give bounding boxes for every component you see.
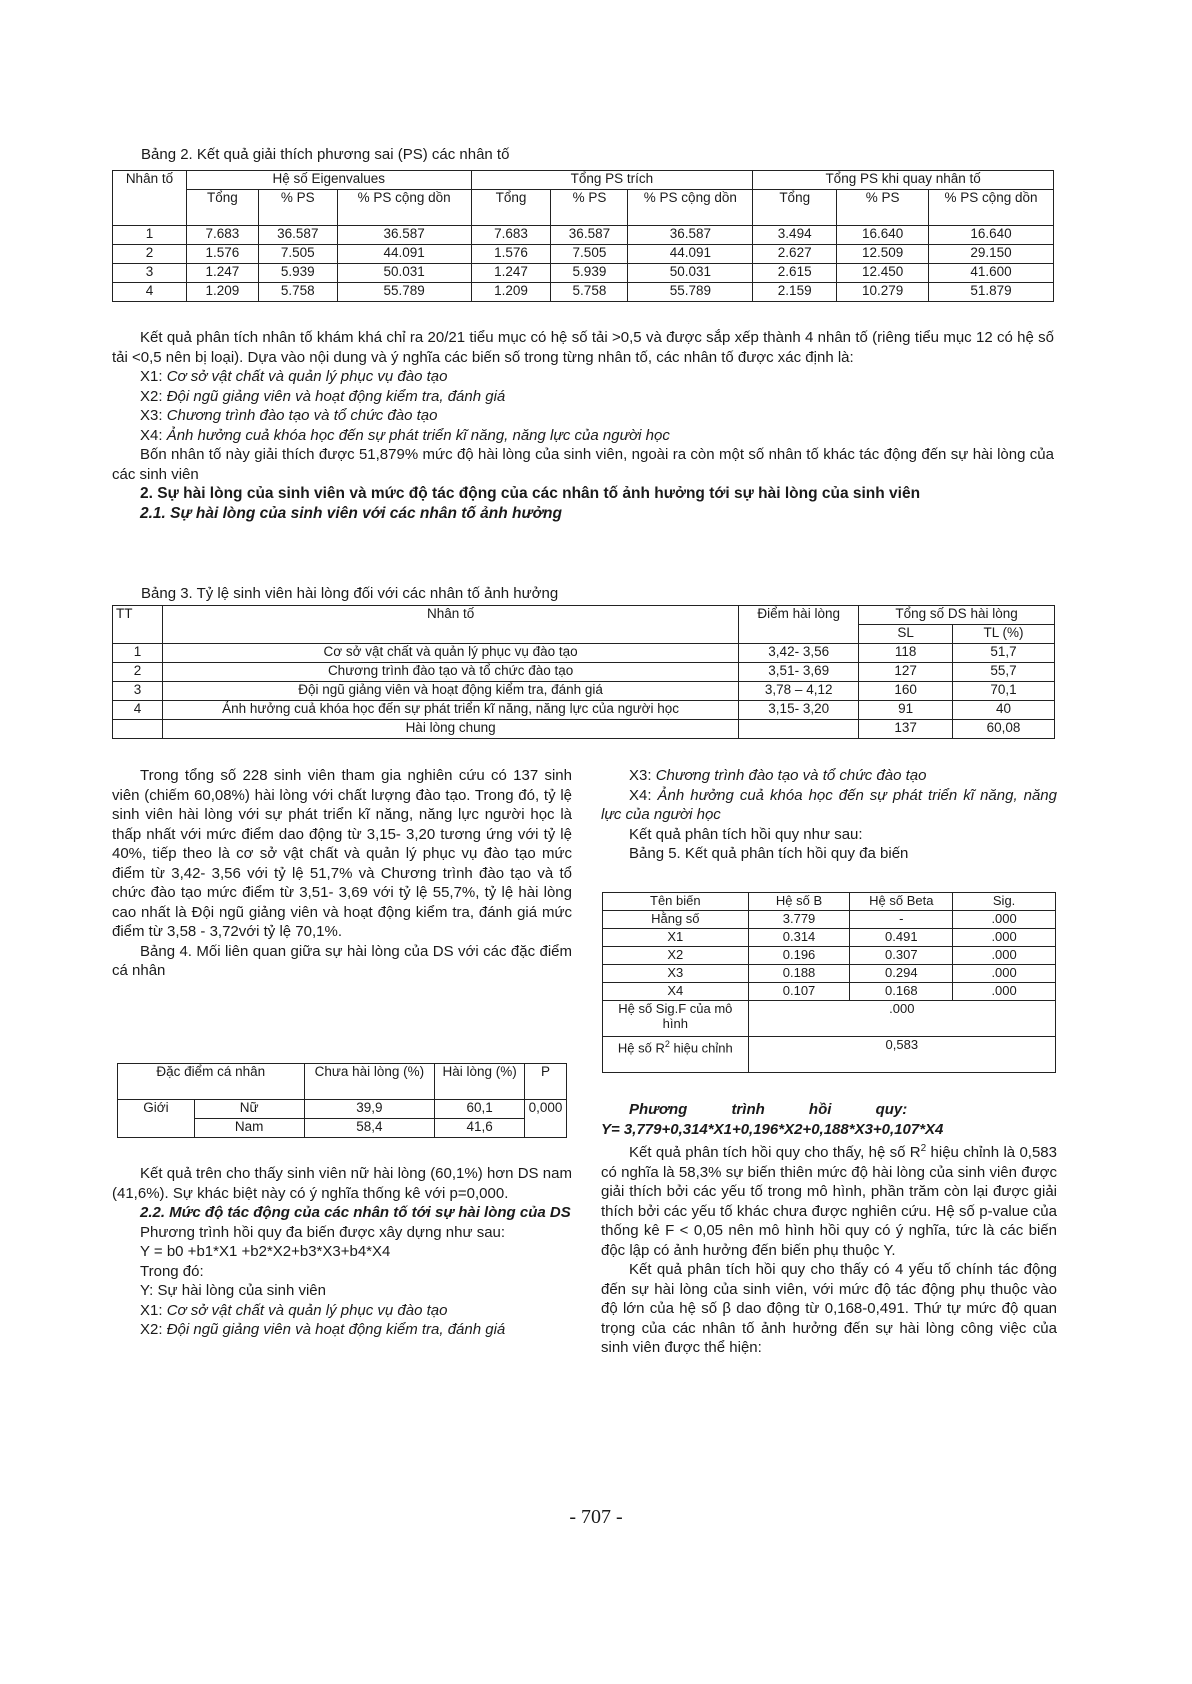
table-cell: Giới <box>118 1100 195 1138</box>
table-cell: 5.758 <box>258 283 337 302</box>
table2-header-eigen: Hệ số Eigenvalues <box>186 171 471 190</box>
table-row <box>118 1100 567 1119</box>
table2-caption: Bảng 2. Kết quả giải thích phương sai (PS) các nhân tố <box>141 146 510 163</box>
table-cell: 4 <box>113 701 163 720</box>
label: X3: <box>140 407 167 424</box>
table-cell: Chương trình đào tạo và tổ chức đào tạo <box>162 663 738 682</box>
table-cell: 50.031 <box>337 264 471 283</box>
table-cell: 41.600 <box>929 264 1054 283</box>
table-cell: 1.209 <box>471 283 551 302</box>
table-cell: 5.939 <box>551 264 628 283</box>
table-cell: 50.031 <box>628 264 753 283</box>
table-cell: 60,08 <box>953 720 1055 739</box>
text: Kết quả phân tích hồi quy cho thấy, hệ số R <box>629 1144 921 1161</box>
table2-subheader: % PS <box>258 190 337 226</box>
table-row <box>113 644 1055 663</box>
paragraph: Trong tổng số 228 sinh viên tham gia nghiên cứu có 137 sinh viên (chiếm 60,08%) hài lòng với chất lượng đào tạo. Trong đó, tỷ lệ sinh viên hài lòng với sự phát triển kĩ năng, năng lực người học là thấp nhất với mức điểm dao động từ 3,15- 3,20 tương ứng với tỷ lệ 40%, tiếp theo là cơ sở vật chất và quản lý phục vụ đào tạo mức điểm từ 3,42- 3,56 với tỷ lệ 51,7% và Chương trình đào tạo và tổ chức đào tạo mức điểm từ 3,51- 3,69 với tỷ lệ 55,7%, tỷ lệ hài lòng cao nhất là Đội ngũ giảng viên và hoạt động kiểm tra, đánh giá mức điểm từ 3,58 - 3,72với tỷ lệ 70,1%. <box>112 767 572 940</box>
table-cell: 1.247 <box>471 264 551 283</box>
table-cell: 1.576 <box>471 245 551 264</box>
table5-header-var: Tên biến <box>603 893 749 911</box>
table-cell: 3 <box>113 264 187 283</box>
label: X2: <box>140 387 167 405</box>
table-cell: 12.450 <box>837 264 929 283</box>
table-cell: 36.587 <box>337 226 471 245</box>
table-row-total <box>113 720 1055 739</box>
table-cell: X2 <box>603 947 749 965</box>
table2-subheader: % PS <box>837 190 929 226</box>
table5-header-sig: Sig. <box>953 893 1056 911</box>
label: X2: <box>140 1321 167 1338</box>
table-cell: 0.314 <box>748 929 850 947</box>
table-cell: 36.587 <box>551 226 628 245</box>
table-cell: 1.576 <box>186 245 258 264</box>
equation: Y = b0 +b1*X1 +b2*X2+b3*X3+b4*X4 <box>140 1243 391 1260</box>
table2-subheader: Tổng <box>753 190 837 226</box>
table-cell: 16.640 <box>837 226 929 245</box>
paragraph: Kết quả trên cho thấy sinh viên nữ hài lòng (60,1%) hơn DS nam (41,6%). Sự khác biệt này có ý nghĩa thống kê với p=0,000. <box>112 1165 572 1202</box>
table-cell: 0,000 <box>524 1100 566 1138</box>
table-cell: .000 <box>748 1001 1055 1037</box>
table-cell: 2.159 <box>753 283 837 302</box>
table3-header-factor: Nhân tố <box>162 606 738 644</box>
paragraph: Trong đó: <box>140 1262 204 1280</box>
regression-equation-label: Phương trình hồi quy: <box>629 1101 908 1118</box>
table-cell: - <box>850 911 953 929</box>
table-cell: 0.196 <box>748 947 850 965</box>
section-heading-2-2: 2.2. Mức độ tác động của các nhân tố tới sự hài lòng của DS <box>140 1204 571 1221</box>
table5-header-beta: Hệ số Beta <box>850 893 953 911</box>
table-cell: 127 <box>859 663 953 682</box>
table-row <box>603 911 1056 929</box>
table-cell: X4 <box>603 983 749 1001</box>
factor-text: Ảnh hưởng cuả khóa học đến sự phát triển kĩ năng, năng lực của người học <box>601 786 1057 823</box>
table-cell: 4 <box>113 283 187 302</box>
table-row <box>603 965 1056 983</box>
right-column-bottom <box>601 1100 1057 1358</box>
paragraph <box>601 1139 1057 1260</box>
table5-header-b: Hệ số B <box>748 893 850 911</box>
table2-subheader: % PS cộng dồn <box>628 190 753 226</box>
table-cell: 36.587 <box>628 226 753 245</box>
left-column-bottom <box>112 1164 572 1340</box>
table-row <box>113 264 1054 283</box>
table-cell: Nam <box>194 1119 304 1138</box>
table-cell: 3,51- 3,69 <box>739 663 859 682</box>
table-cell: 16.640 <box>929 226 1054 245</box>
table4-header-p: P <box>524 1064 566 1100</box>
table2 <box>112 170 1054 302</box>
table3-header-total: Tổng số DS hài lòng <box>859 606 1055 625</box>
table-cell: 0.188 <box>748 965 850 983</box>
table-cell: 51.879 <box>929 283 1054 302</box>
table-cell: 1.209 <box>186 283 258 302</box>
factor-text: Chương trình đào tạo và tổ chức đào tạo <box>655 767 927 784</box>
table2-subheader: % PS cộng dồn <box>929 190 1054 226</box>
table3 <box>112 605 1055 739</box>
table-cell: 3.494 <box>753 226 837 245</box>
table-cell: 70,1 <box>953 682 1055 701</box>
table-cell: 51,7 <box>953 644 1055 663</box>
table3-header-sl: SL <box>859 625 953 644</box>
table-cell: 7.683 <box>186 226 258 245</box>
table4-header-sat: Hài lòng (%) <box>435 1064 525 1100</box>
table-cell: 1 <box>113 226 187 245</box>
table-row <box>603 1037 1056 1073</box>
paragraph: Kết quả phân tích nhân tố khám khá chỉ ra 20/21 tiểu mục có hệ số tải >0,5 và được sắp xếp thành 4 nhân tố (riêng tiểu mục 12 có hệ số tải <0,5 nên bị loại). Dựa vào nội dung và ý nghĩa các biến số trong từng nhân tố, các nhân tố được xác định là: <box>112 329 1054 366</box>
factor-x2 <box>112 1320 572 1340</box>
table-row <box>603 1001 1056 1037</box>
table-cell: 118 <box>859 644 953 663</box>
table-cell: 2.627 <box>753 245 837 264</box>
table3-header-tl: TL (%) <box>953 625 1055 644</box>
table-cell: 3 <box>113 682 163 701</box>
table-cell: 7.683 <box>471 226 551 245</box>
table-cell: 55.789 <box>628 283 753 302</box>
table-cell: 91 <box>859 701 953 720</box>
table-cell: 3,78 – 4,12 <box>739 682 859 701</box>
table-row <box>603 947 1056 965</box>
table5-caption: Bảng 5. Kết quả phân tích hồi quy đa biến <box>629 845 909 862</box>
table-cell: 3,15- 3,20 <box>739 701 859 720</box>
table-cell: 2 <box>113 663 163 682</box>
table3-caption: Bảng 3. Tỷ lệ sinh viên hài lòng đối với các nhân tố ảnh hưởng <box>141 585 559 602</box>
table-row <box>113 245 1054 264</box>
table-cell: 55,7 <box>953 663 1055 682</box>
table5 <box>602 892 1056 1073</box>
table-cell: .000 <box>953 911 1056 929</box>
table-cell: Hài lòng chung <box>162 720 738 739</box>
table-row <box>113 226 1054 245</box>
table-cell: 0.294 <box>850 965 953 983</box>
table-cell: X3 <box>603 965 749 983</box>
table2-subheader: % PS cộng dồn <box>337 190 471 226</box>
factor-text: Ảnh hưởng cuả khóa học đến sự phát triển kĩ năng, năng lực của người học <box>166 426 670 444</box>
table-cell: 0.107 <box>748 983 850 1001</box>
table-row <box>603 929 1056 947</box>
table-cell: 5.758 <box>551 283 628 302</box>
table-row <box>113 663 1055 682</box>
table4-header-char: Đặc điểm cá nhân <box>118 1064 305 1100</box>
table-cell: 2.615 <box>753 264 837 283</box>
factor-x3 <box>112 406 1054 426</box>
factor-text: Đội ngũ giảng viên và hoạt động kiểm tra, đánh giá <box>166 1321 506 1338</box>
table-cell: 36.587 <box>258 226 337 245</box>
table3-header-tt: TT <box>113 606 163 644</box>
table-cell: X1 <box>603 929 749 947</box>
table-cell: Hằng số <box>603 911 749 929</box>
factor-x1 <box>112 367 1054 387</box>
table-cell: 3.779 <box>748 911 850 929</box>
paragraph: Bảng 4. Mối liên quan giữa sự hài lòng của DS với các đặc điểm cá nhân <box>112 942 572 979</box>
table-cell: 1 <box>113 644 163 663</box>
label: Hệ số R <box>617 1040 665 1056</box>
factor-x3 <box>601 766 1057 786</box>
table-cell: .000 <box>953 983 1056 1001</box>
table-cell: 12.509 <box>837 245 929 264</box>
table-cell <box>113 720 163 739</box>
table-cell: 7.505 <box>551 245 628 264</box>
section-heading-2: 2. Sự hài lòng của sinh viên và mức độ tác động của các nhân tố ảnh hưởng tới sự hài lòng của sinh viên <box>140 485 921 502</box>
label: X3: <box>629 767 656 784</box>
table-cell <box>603 1037 749 1073</box>
table-cell: 60,1 <box>435 1100 525 1119</box>
table2-header-rotated: Tổng PS khi quay nhân tố <box>753 171 1054 190</box>
table3-header-score: Điểm hài lòng <box>739 606 859 644</box>
table-cell: 3,42- 3,56 <box>739 644 859 663</box>
table-cell: Hệ số Sig.F của mô hình <box>603 1001 749 1037</box>
paragraph: Phương trình hồi quy đa biến được xây dựng như sau: <box>140 1223 506 1241</box>
factor-text: Đội ngũ giảng viên và hoạt động kiểm tra, đánh giá <box>166 387 506 405</box>
factor-text: Cơ sở vật chất và quản lý phục vụ đào tạo <box>166 368 448 385</box>
table-row <box>113 283 1054 302</box>
label: X4: <box>629 786 658 804</box>
superscript: 2 <box>664 1039 670 1049</box>
table-row <box>603 983 1056 1001</box>
table2-subheader: Tổng <box>186 190 258 226</box>
table-cell: .000 <box>953 947 1056 965</box>
table-cell: 160 <box>859 682 953 701</box>
page-number: - 707 - <box>569 1506 623 1528</box>
factor-text: Cơ sở vật chất và quản lý phục vụ đào tạo <box>166 1301 448 1319</box>
table-cell: 0.491 <box>850 929 953 947</box>
table-cell: Ảnh hưởng cuả khóa học đến sự phát triển kĩ năng, năng lực của người học <box>162 701 738 720</box>
factor-section <box>112 328 1054 523</box>
table2-subheader: % PS <box>551 190 628 226</box>
left-column-top <box>112 766 572 981</box>
table2-subheader: Tổng <box>471 190 551 226</box>
table-cell: 7.505 <box>258 245 337 264</box>
table-cell: Nữ <box>194 1100 304 1119</box>
table-cell: 29.150 <box>929 245 1054 264</box>
label: X4: <box>140 426 167 444</box>
table-cell <box>739 720 859 739</box>
table-cell: .000 <box>953 965 1056 983</box>
table-cell: 58,4 <box>304 1119 435 1138</box>
factor-x4 <box>601 786 1057 825</box>
table-cell: 0.168 <box>850 983 953 1001</box>
table-cell: 40 <box>953 701 1055 720</box>
right-column-top <box>601 766 1057 864</box>
factor-text: Chương trình đào tạo và tổ chức đào tạo <box>166 407 438 424</box>
text: hiệu chỉnh là 0,583 có nghĩa là 58,3% sự biến thiên mức độ hài lòng của sinh viên được giải thích bởi các yếu tố trong mô hình, phần trăm còn lại được giải thích bởi các yếu tố khác chưa được nghiên cứu. Hệ số p-value của thống kê F < 0,05 nên mô hình hồi quy có ý nghĩa, tức là các biến độc lập có ảnh hưởng đến biến phụ thuộc Y. <box>601 1144 1057 1259</box>
table-cell: 137 <box>859 720 953 739</box>
factor-x4 <box>112 426 1054 446</box>
table-cell: Cơ sở vật chất và quản lý phục vụ đào tạo <box>162 644 738 663</box>
factor-x2 <box>112 387 1054 407</box>
paragraph: Bốn nhân tố này giải thích được 51,879% mức độ hài lòng của sinh viên, ngoài ra còn một số nhân tố khác tác động đến sự hài lòng của các sinh viên <box>112 446 1054 483</box>
superscript: 2 <box>920 1143 927 1154</box>
table4 <box>117 1063 567 1138</box>
table2-header-factor: Nhân tố <box>113 171 187 226</box>
table-cell: 5.939 <box>258 264 337 283</box>
factor-x1 <box>112 1301 572 1321</box>
label: hiệu chỉnh <box>669 1040 733 1056</box>
regression-equation: Y= 3,779+0,314*X1+0,196*X2+0,188*X3+0,107*X4 <box>601 1120 944 1138</box>
table-cell: 44.091 <box>337 245 471 264</box>
table-cell: 55.789 <box>337 283 471 302</box>
table4-header-not: Chưa hài lòng (%) <box>304 1064 435 1100</box>
table-row <box>113 682 1055 701</box>
table-cell: Đội ngũ giảng viên và hoạt động kiểm tra, đánh giá <box>162 682 738 701</box>
table-cell: 10.279 <box>837 283 929 302</box>
table-cell: 0.307 <box>850 947 953 965</box>
table2-header-extracted: Tổng PS trích <box>471 171 753 190</box>
label: X1: <box>140 368 167 385</box>
section-heading-2-1: 2.1. Sự hài lòng của sinh viên với các nhân tố ảnh hưởng <box>140 504 562 522</box>
table-cell: 41,6 <box>435 1119 525 1138</box>
table-cell: 39,9 <box>304 1100 435 1119</box>
table-cell: .000 <box>953 929 1056 947</box>
label: X1: <box>140 1301 167 1319</box>
table-cell: 2 <box>113 245 187 264</box>
paragraph: Kết quả phân tích hồi quy như sau: <box>629 825 863 843</box>
paragraph: Y: Sự hài lòng của sinh viên <box>140 1282 326 1299</box>
table-cell: 44.091 <box>628 245 753 264</box>
table-cell: 1.247 <box>186 264 258 283</box>
table-cell: 0,583 <box>748 1037 1055 1073</box>
table-row <box>113 701 1055 720</box>
paragraph: Kết quả phân tích hồi quy cho thấy có 4 yếu tố chính tác động đến sự hài lòng của sinh viên, với mức độ tác động phụ thuộc vào độ lớn của hệ số β dao động từ 0,168-0,491. Thứ tự mức độ quan trọng của các nhân tố ảnh hưởng đến sự hài lòng công việc của sinh viên được thể hiện: <box>601 1261 1057 1356</box>
